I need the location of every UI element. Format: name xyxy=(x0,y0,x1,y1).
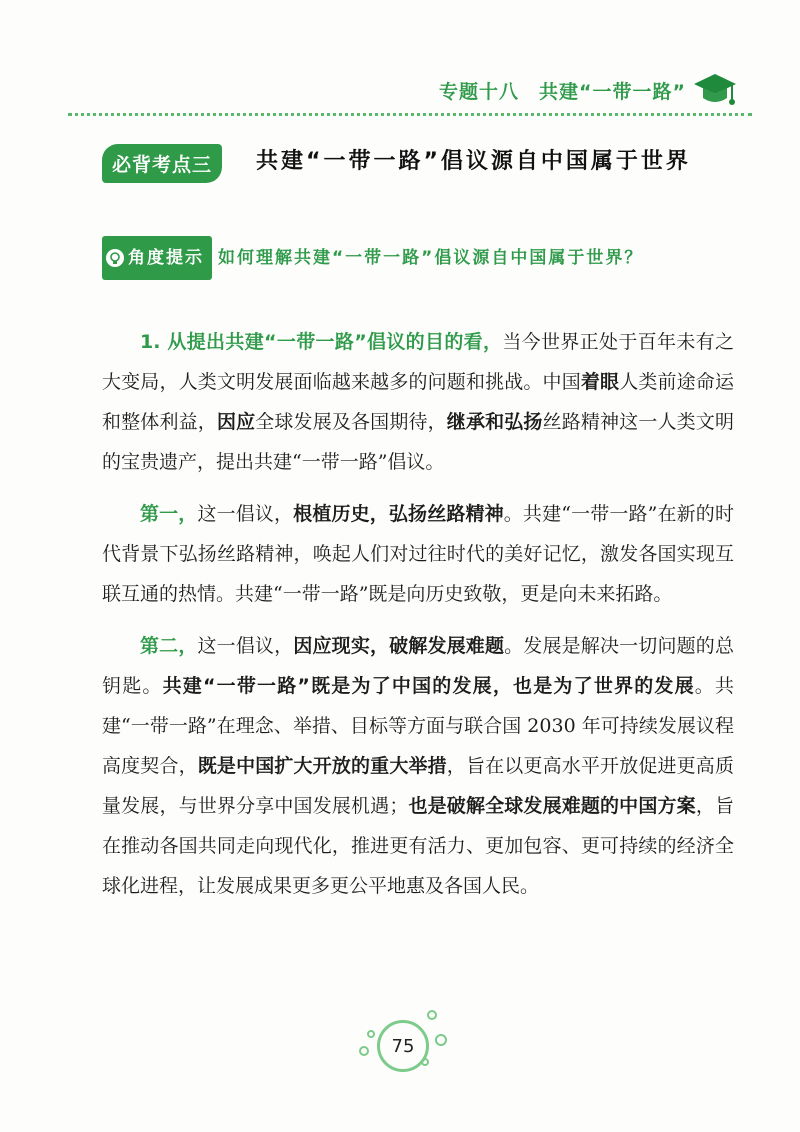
text-span: 当今世界正处于百年未有之大变局，人类文明发展面临越来越多的问题和挑战。中国 xyxy=(102,331,734,393)
text-span: 这一倡议， xyxy=(197,503,294,525)
page-number: 75 xyxy=(377,1020,429,1072)
running-header xyxy=(439,70,738,110)
lightbulb-icon xyxy=(106,249,124,267)
angle-hint-question: 如何理解共建“一带一路”倡议源自中国属于世界？ xyxy=(218,248,644,268)
text-span: ，旨在推动各国共同走向现代化，推进更有活力、更加包容、更可持续的经济全球化进程，让发展成果更多更公平地惠及各国人民。 xyxy=(102,795,734,897)
paragraph-2 xyxy=(102,494,734,614)
paragraph-3 xyxy=(102,626,734,906)
bold-span: 继承和弘扬 xyxy=(446,411,543,433)
text-span: 。发展是解决一切问题的总钥匙。 xyxy=(102,635,734,697)
angle-hint-badge xyxy=(102,236,212,280)
bold-span: 着眼 xyxy=(580,371,620,393)
bold-span: 根植历史，弘扬丝路精神 xyxy=(293,503,504,525)
section-title: 共建“一带一路”倡议源自中国属于世界 xyxy=(256,149,691,174)
angle-hint-label: 角度提示 xyxy=(128,248,204,268)
bold-span: 共建“一带一路”既是为了中国的发展，也是为了世界的发展 xyxy=(162,675,695,697)
paragraph-lead: 1. 从提出共建“一带一路”倡议的目的看， xyxy=(140,331,503,353)
text-span: 人类前途命运和整体利益， xyxy=(102,371,734,433)
bold-span: 既是中国扩大开放的重大举措 xyxy=(197,755,447,777)
paragraph-lead: 第二， xyxy=(140,635,198,657)
section-heading xyxy=(102,142,730,182)
text-span: ，旨在以更高水平开放促进更高质量发展，与世界分享中国发展机遇； xyxy=(102,755,734,817)
header-title: 专题十八 共建“一带一路” xyxy=(439,80,686,103)
text-span: 这一倡议， xyxy=(197,635,294,657)
paragraph-lead: 第一， xyxy=(140,503,198,525)
bold-span: 因应现实，破解发展难题 xyxy=(293,635,505,657)
ornament-dot xyxy=(367,1030,375,1038)
header-divider xyxy=(68,113,752,116)
paragraph-1 xyxy=(102,322,734,482)
ornament-dot xyxy=(427,1010,437,1020)
graduation-cap-icon xyxy=(692,70,738,110)
section-badge: 必背考点三 xyxy=(102,144,222,183)
ornament-dot xyxy=(359,1046,369,1056)
angle-hint xyxy=(102,236,730,280)
text-span: 丝路精神这一人类文明的宝贵遗产，提出共建“一带一路”倡议。 xyxy=(102,411,734,473)
bold-span: 也是破解全球发展难题的中国方案 xyxy=(408,795,696,817)
text-span: 。共建“一带一路”在理念、举措、目标等方面与联合国 2030 年可持续发展议程高度契合， xyxy=(102,675,734,777)
bold-span: 因应 xyxy=(216,411,256,433)
text-span: 。共建“一带一路”在新的时代背景下弘扬丝路精神，唤起人们对过往时代的美好记忆，激发各国实现互联互通的热情。共建“一带一路”既是向历史致敬，更是向未来拓路。 xyxy=(102,503,734,605)
body-text xyxy=(102,322,734,918)
text-span: 全球发展及各国期待， xyxy=(255,411,447,433)
ornament-dot xyxy=(435,1034,447,1046)
page-number-ornament xyxy=(355,1010,445,1080)
